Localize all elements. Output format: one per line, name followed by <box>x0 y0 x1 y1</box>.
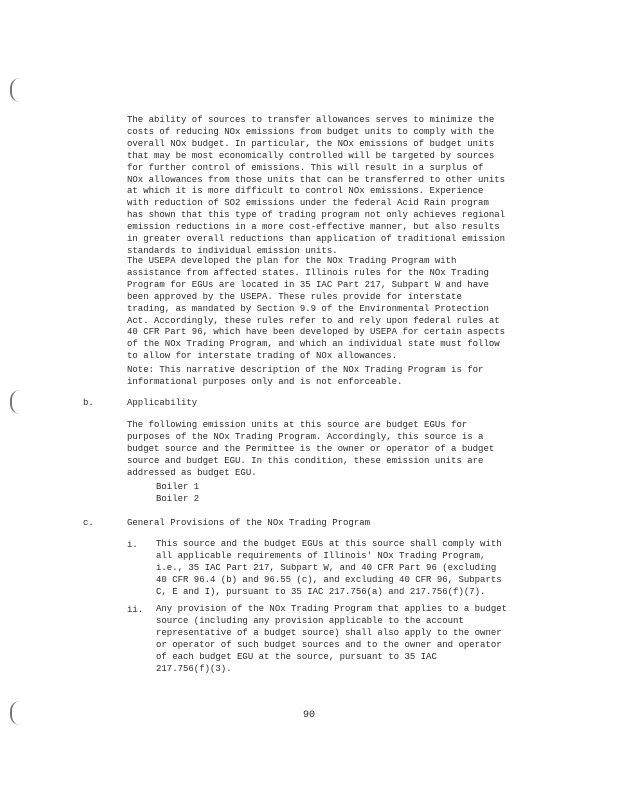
text-line: 40 CFR 96.4 (b) and 96.55 (c), and excluding 40 CFR 96, Subparts <box>156 574 502 585</box>
text-line: emission reductions in a more cost-effective manner, but also results <box>127 222 500 233</box>
text-line: i.e., 35 IAC Part 217, Subpart W, and 40 CFR Part 96 (excluding <box>156 562 497 573</box>
text-line: at which it is more difficult to control NOx emissions. Experience <box>127 186 484 197</box>
page-number: 90 <box>302 710 315 721</box>
text-line: representative of a budget source) shall also apply to the owner <box>156 627 502 638</box>
text-line: 40 CFR Part 96, which have been developed by USEPA for certain aspects <box>127 327 506 338</box>
scan-mark-top <box>10 78 22 102</box>
text-line: standards to individual emission units. <box>127 245 338 256</box>
text-line: purposes of the NOx Trading Program. Accordingly, this source is a <box>127 431 484 442</box>
scan-mark-middle <box>10 390 22 414</box>
text-line: assistance from affected states. Illinois rules for the NOx Trading <box>127 267 489 278</box>
text-line: that may be most economically controlled will be targeted by sources <box>127 150 495 161</box>
text-line: of the NOx Trading Program, and which an individual state must follow <box>127 339 500 350</box>
text-line: 217.756(f)(3). <box>156 663 232 674</box>
text-line: for further control of emissions. This will result in a surplus of <box>127 162 484 173</box>
section-c-title: General Provisions of the NOx Trading Program <box>127 518 371 528</box>
text-line: budget source and the Permittee is the owner or operator of a budget <box>127 443 495 454</box>
text-line: The USEPA developed the plan for the NOx Trading Program with <box>127 256 457 266</box>
paragraph-note <box>127 365 537 389</box>
text-line: has shown that this type of trading program not only achieves regional <box>127 210 506 221</box>
text-line: overall NOx budget. In particular, the NOx emissions of budget units <box>127 138 495 149</box>
section-c-letter: c. <box>83 518 94 528</box>
item-i-number: i. <box>127 540 138 550</box>
text-line: This source and the budget EGUs at this source shall comply with <box>156 539 502 549</box>
paragraph-allowance-transfer <box>127 115 537 258</box>
text-line: C, E and I), pursuant to 35 IAC 217.756(a) and 217.756(f)(7). <box>156 586 486 597</box>
item-ii-text <box>156 604 536 675</box>
text-line: source and budget EGU. In this condition, these emission units are <box>127 455 484 466</box>
section-b-title: Applicability <box>127 398 198 408</box>
text-line: Act. Accordingly, these rules refer to and rely upon federal rules at <box>127 315 500 326</box>
text-line: Program for EGUs are located in 35 IAC Part 217, Subpart W and have <box>127 279 489 290</box>
text-line: source (including any provision applicable to the account <box>156 615 464 626</box>
text-line: trading, as mandated by Section 9.9 of the Environmental Protection <box>127 303 489 314</box>
text-line: or operator of such budget sources and to the owner and operator <box>156 639 502 650</box>
item-ii-number: ii. <box>127 605 144 615</box>
paragraph-usepa-plan <box>127 256 537 363</box>
text-line: The ability of sources to transfer allowances serves to minimize the <box>127 115 495 125</box>
text-line: to allow for interstate trading of NOx allowances. <box>127 351 398 362</box>
text-line: addressed as budget EGU. <box>127 467 257 478</box>
text-line: all applicable requirements of Illinois' NOx Trading Program, <box>156 550 486 561</box>
unit-item: Boiler 1 <box>156 482 200 492</box>
text-line: NOx allowances from those units that can be transferred to other units <box>127 174 506 185</box>
text-line: Note: This narrative description of the NOx Trading Program is for <box>127 365 484 375</box>
text-line: Any provision of the NOx Trading Program that applies to a budget <box>156 604 508 614</box>
text-line: been approved by the USEPA. These rules provide for interstate <box>127 291 462 302</box>
emission-units-list <box>156 482 199 505</box>
unit-item: Boiler 2 <box>156 493 200 504</box>
text-line: informational purposes only and is not enforceable. <box>127 376 403 387</box>
text-line: of each budget EGU at the source, pursuant to 35 IAC <box>156 651 437 662</box>
paragraph-applicability <box>127 420 537 480</box>
text-line: with reduction of SO2 emissions under the federal Acid Rain program <box>127 198 489 209</box>
text-line: The following emission units at this source are budget EGUs for <box>127 420 468 430</box>
text-line: costs of reducing NOx emissions from budget units to comply with the <box>127 126 495 137</box>
section-b-letter: b. <box>83 398 94 408</box>
item-i-text <box>156 539 536 599</box>
text-line: in greater overall reductions than application of traditional emission <box>127 234 506 245</box>
